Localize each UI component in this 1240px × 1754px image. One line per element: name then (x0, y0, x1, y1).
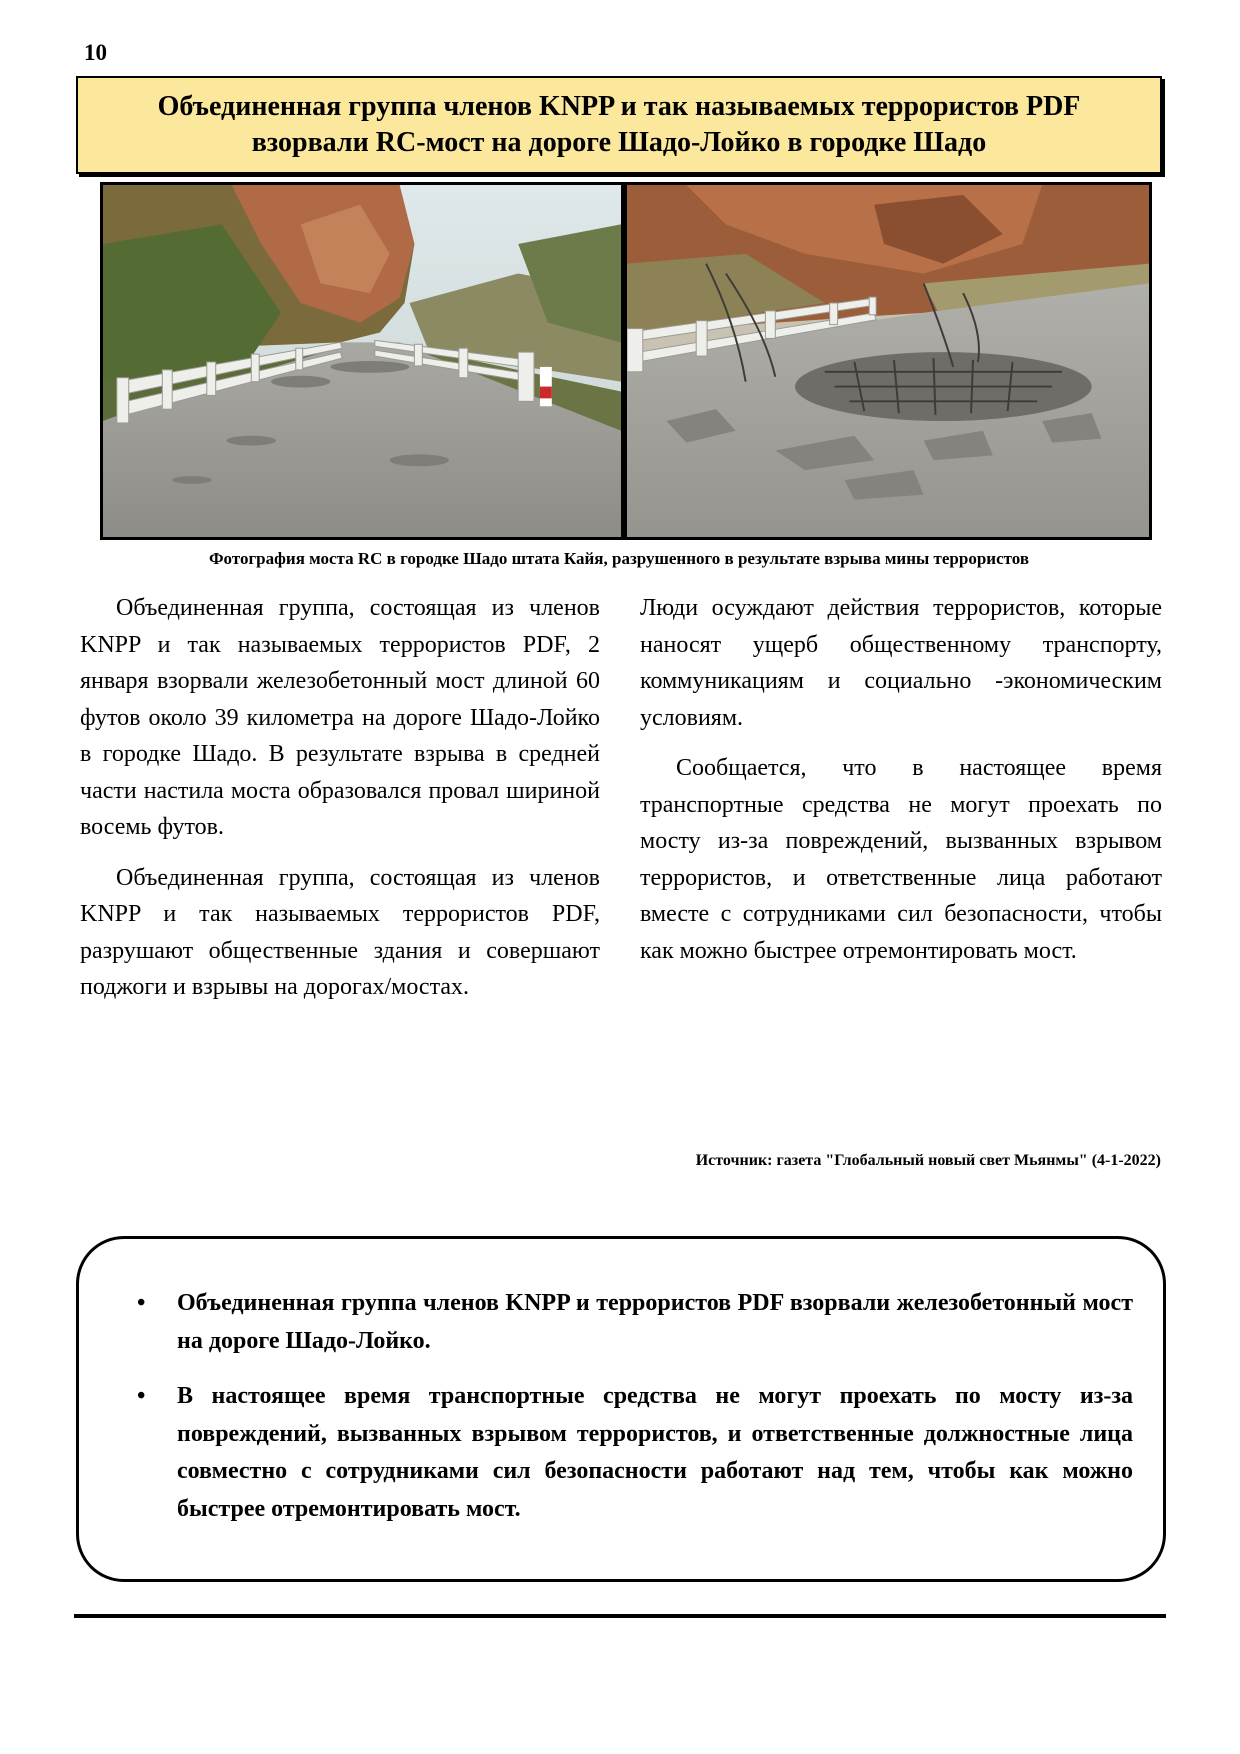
bottom-divider (74, 1614, 1166, 1618)
summary-item (137, 1285, 1133, 1360)
page-number: 10 (84, 40, 107, 65)
summary-list (137, 1285, 1133, 1528)
summary-box (76, 1236, 1166, 1582)
headline-box (76, 76, 1162, 174)
article-paragraph: Объединенная группа, состоящая из членов KNPP и так называемых террористов PDF, разрушают общественные здания и совершают поджоги и взрывы на дорогах/мостах. (80, 864, 600, 1000)
bullet-icon: • (137, 1290, 146, 1316)
summary-item-text: В настоящее время транспортные средства не могут проехать по мосту из-за повреждений, вызванных взрывом террористов, и ответственные должностные лица совместно с сотрудниками сил безопасности работают над тем, чтобы как можно быстрее отремонтировать мост. (177, 1383, 1133, 1522)
article-paragraph: Сообщается, что в настоящее время транспортные средства не могут проехать по мосту из-за повреждений, вызванных взрывом террористов, и ответственные лица работают вместе с сотрудниками сил безопасности, чтобы как можно быстрее отремонтировать мост. (640, 755, 1162, 964)
article-column-right (640, 590, 1162, 983)
source-citation: Источник: газета "Глобальный новый свет Мьянмы" (4-1-2022) (695, 1152, 1161, 1169)
bullet-icon: • (137, 1383, 146, 1409)
bridge-damaged-photo (624, 182, 1152, 540)
headline-line-1: Объединенная группа членов KNPP и так называемых террористов PDF (157, 91, 1081, 122)
photo-caption: Фотография моста RC в городке Шадо штата Кайя, разрушенного в результате взрыва мины террористов (208, 549, 1030, 568)
article-paragraph: Люди осуждают действия террористов, которые наносят ущерб общественному транспорту, коммуникациям и социально -экономическим условиям. (640, 595, 1162, 731)
headline-line-2: взорвали RC-мост на дороге Шадо-Лойко в городке Шадо (251, 127, 987, 158)
article-paragraph: Объединенная группа, состоящая из членов KNPP и так называемых террористов PDF, 2 января взорвали железобетонный мост длиной 60 футов около 39 километра на дороге Шадо-Лойко в городке Шадо. В результате взрыва в средней части настила моста образовался провал шириной восемь футов. (80, 595, 600, 840)
bridge-before-photo (100, 182, 624, 540)
summary-item (137, 1378, 1133, 1528)
summary-item-text: Объединенная группа членов KNPP и террористов PDF взорвали железобетонный мост на дороге Шадо-Лойко. (177, 1290, 1133, 1354)
article-column-left (80, 590, 600, 1020)
